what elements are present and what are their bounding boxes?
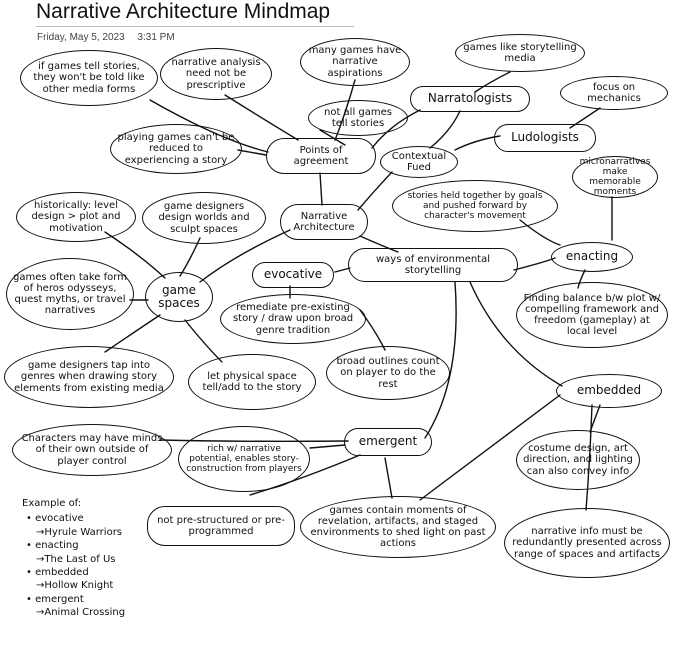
example-type: • emergent [26, 593, 84, 605]
date-label: Friday, May 5, 2023 [37, 32, 125, 43]
node-micronarratives: micronarratives make memorable moments [572, 156, 658, 198]
node-points-of-agreement: Points of agreement [266, 138, 376, 174]
node-game-spaces: game spaces [145, 272, 213, 322]
node-reduced: playing games can't be reduced to experiencing a story [110, 124, 242, 174]
node-broad-outlines: broad outlines count on player to do the rest [326, 346, 450, 400]
time-label: 3:31 PM [137, 32, 175, 43]
example-type: • evocative [26, 513, 84, 525]
node-narrative-architecture: Narrative Architecture [280, 204, 368, 240]
node-redundantly: narrative info must be redundantly presented across range of spaces and artifacts [504, 508, 670, 578]
node-revelation-moments: games contain moments of revelation, artifacts, and staged environments to shed light on past actions [300, 496, 496, 558]
node-not-all: not all games tell stories [308, 100, 408, 136]
node-pre-structured: not pre-structured or pre-programmed [147, 506, 295, 546]
link-prescriptive-agreement [225, 95, 298, 140]
example-type: • embedded [26, 567, 89, 579]
node-environmental-storytelling: ways of environmental storytelling [348, 248, 518, 282]
node-physical-space: let physical space tell/add to the story [188, 354, 316, 410]
node-evocative: evocative [252, 262, 334, 288]
node-genres: game designers tap into genres when drawing story elements from existing media [4, 346, 174, 408]
node-goals: stories held together by goals and pushed forward by character's movement [392, 180, 558, 232]
node-heroes: games often take form of heros odysseys, quest myths, or travel narratives [6, 258, 134, 330]
node-characters-minds: Characters may have minds of their own outside of player control [12, 424, 172, 476]
examples-note [22, 497, 125, 620]
node-focus-mechanics: focus on mechanics [560, 76, 668, 110]
link-environmental-enacting [514, 258, 555, 270]
link-rich-emergent [310, 445, 345, 448]
node-storytelling-media: games like storytelling media [455, 34, 585, 72]
node-historically: historically: level design > plot and motivation [16, 192, 136, 242]
link-narratologists-fued [430, 111, 460, 148]
node-ludologists: Ludologists [494, 124, 596, 152]
node-costume-design: costume design, art direction, and lighting can also convey info [516, 430, 640, 490]
node-remediate: remediate pre-existing story / draw upon broad genre tradition [220, 294, 366, 344]
node-contextual-fued: Contextual Fued [380, 146, 458, 178]
node-prescriptive: narrative analysis need not be prescriptive [160, 48, 272, 100]
link-spaces-physical [185, 320, 222, 362]
link-emergent-moments [385, 458, 392, 498]
node-rich-narrative: rich w/ narrative potential, enables story-construction from players [178, 426, 310, 492]
example-game: →The Last of Us [36, 553, 116, 565]
node-finding-balance: Finding balance b/w plot w/ compelling framework and freedom (gameplay) at local level [516, 282, 668, 348]
link-agreement-architecture [320, 173, 322, 205]
example-game: →Hollow Knight [36, 580, 114, 592]
node-emergent: emergent [344, 428, 432, 456]
examples-heading: Example of: [22, 498, 82, 509]
node-narratologists: Narratologists [410, 86, 530, 112]
link-fued-architecture [358, 172, 392, 210]
example-game: →Hyrule Warriors [36, 526, 123, 538]
node-sculpt-spaces: game designers design worlds and sculpt spaces [142, 192, 266, 244]
page-title: Narrative Architecture Mindmap [36, 0, 331, 23]
example-type: • enacting [26, 540, 79, 552]
node-aspirations: many games have narrative aspirations [300, 38, 410, 86]
node-enacting: enacting [551, 242, 633, 272]
node-media: if games tell stories, they won't be told like other media forms [20, 50, 158, 106]
node-embedded: embedded [556, 374, 662, 408]
example-game: →Animal Crossing [36, 607, 126, 619]
